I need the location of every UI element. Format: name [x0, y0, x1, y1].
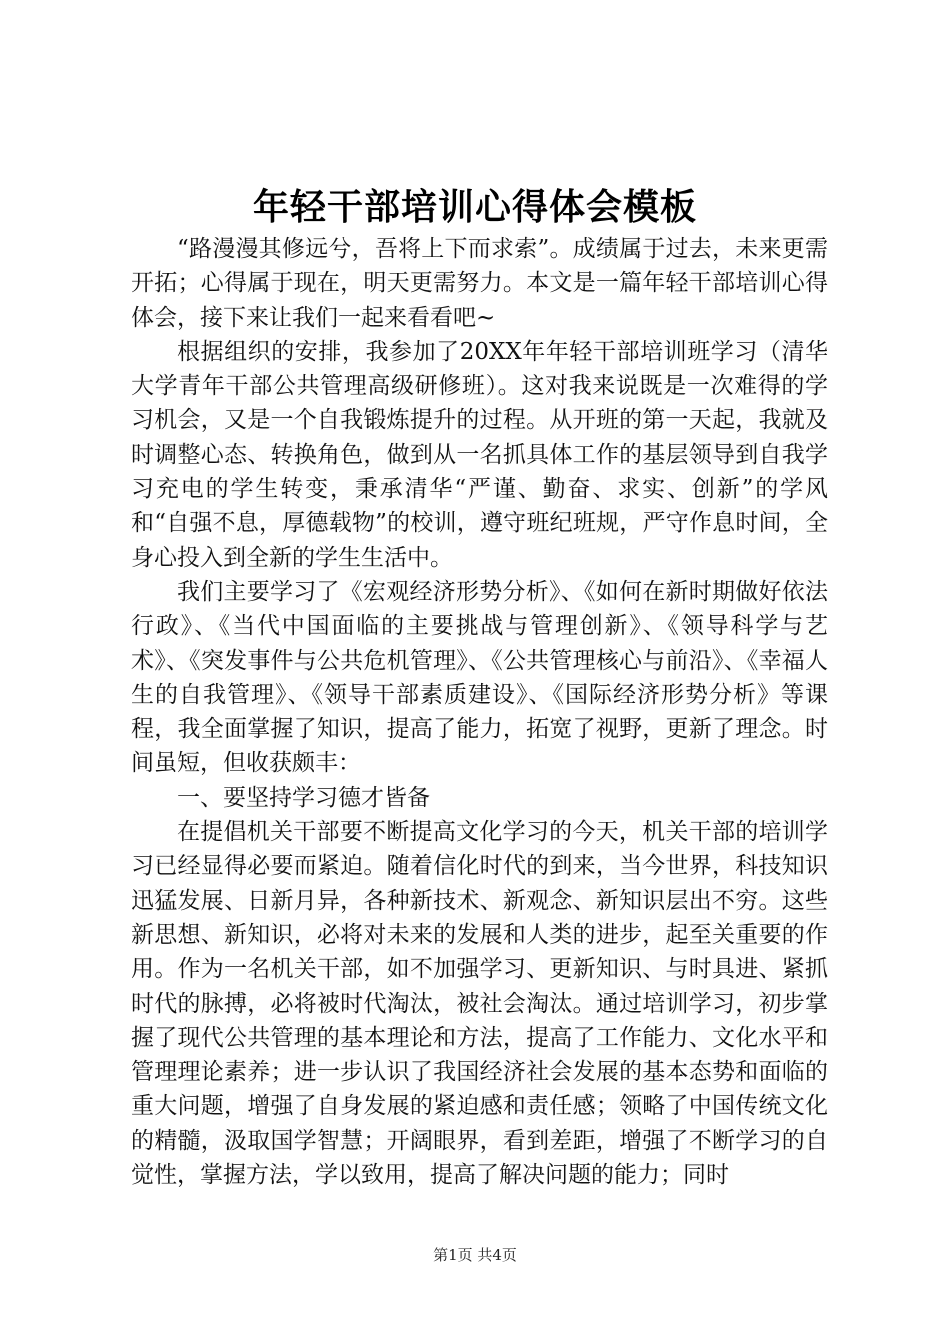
section-heading-1: 一、要坚持学习德才皆备: [177, 784, 430, 811]
paragraph-intro: “路漫漫其修远兮，吾将上下而求索”。成绩属于过去，未来更需开拓；心得属于现在，明天更需努力。本文是一篇年轻干部培训心得体会，接下来让我们一起来看看吧~: [131, 236, 828, 331]
page-number-footer: 第1页 共4页: [433, 1246, 517, 1264]
document-body: [131, 232, 828, 1192]
paragraph-section-1: 在提倡机关干部要不断提高文化学习的今天，机关干部的培训学习已经显得必要而紧迫。随着信化时代的到来，当今世界，科技知识迅猛发展、日新月异，各种新技术、新观念、新知识层出不穷。这些新思想、新知识，必将对未来的发展和人类的进步，起至关重要的作用。作为一名机关干部，如不加强学习、更新知识、与时具进、紧抓时代的脉搏，必将被时代淘汰，被社会淘汰。通过培训学习，初步掌握了现代公共管理的基本理论和方法，提高了工作能力、文化水平和管理理论素养；进一步认识了我国经济社会发展的基本态势和面临的重大问题，增强了自身发展的紧迫感和责任感；领略了中国传统文化的精髓，汲取国学智慧；开阔眼界，看到差距，增强了不断学习的自觉性，掌握方法，学以致用，提高了解决问题的能力；同时: [131, 819, 828, 1189]
paragraph-arrangement: 根据组织的安排，我参加了20XX年年轻干部培训班学习（清华大学青年干部公共管理高级研修班）。这对我来说既是一次难得的学习机会，又是一个自我锻炼提升的过程。从开班的第一天起，我就及时调整心态、转换角色，做到从一名抓具体工作的基层领导到自我学习充电的学生转变，秉承清华“严谨、勤奋、求实、创新”的学风和“自强不息，厚德载物”的校训，遵守班纪班规，严守作息时间，全身心投入到全新的学生生活中。: [131, 338, 828, 571]
paragraph-courses: 我们主要学习了《宏观经济形势分析》、《如何在新时期做好依法行政》、《当代中国面临的主要挑战与管理创新》、《领导科学与艺术》、《突发事件与公共危机管理》、《公共管理核心与前沿》、《幸福人生的自我管理》、《领导干部素质建设》、《国际经济形势分析》等课程，我全面掌握了知识，提高了能力，拓宽了视野，更新了理念。时间虽短，但收获颇丰：: [131, 578, 828, 777]
document-title: 年轻干部培训心得体会模板: [252, 186, 697, 228]
